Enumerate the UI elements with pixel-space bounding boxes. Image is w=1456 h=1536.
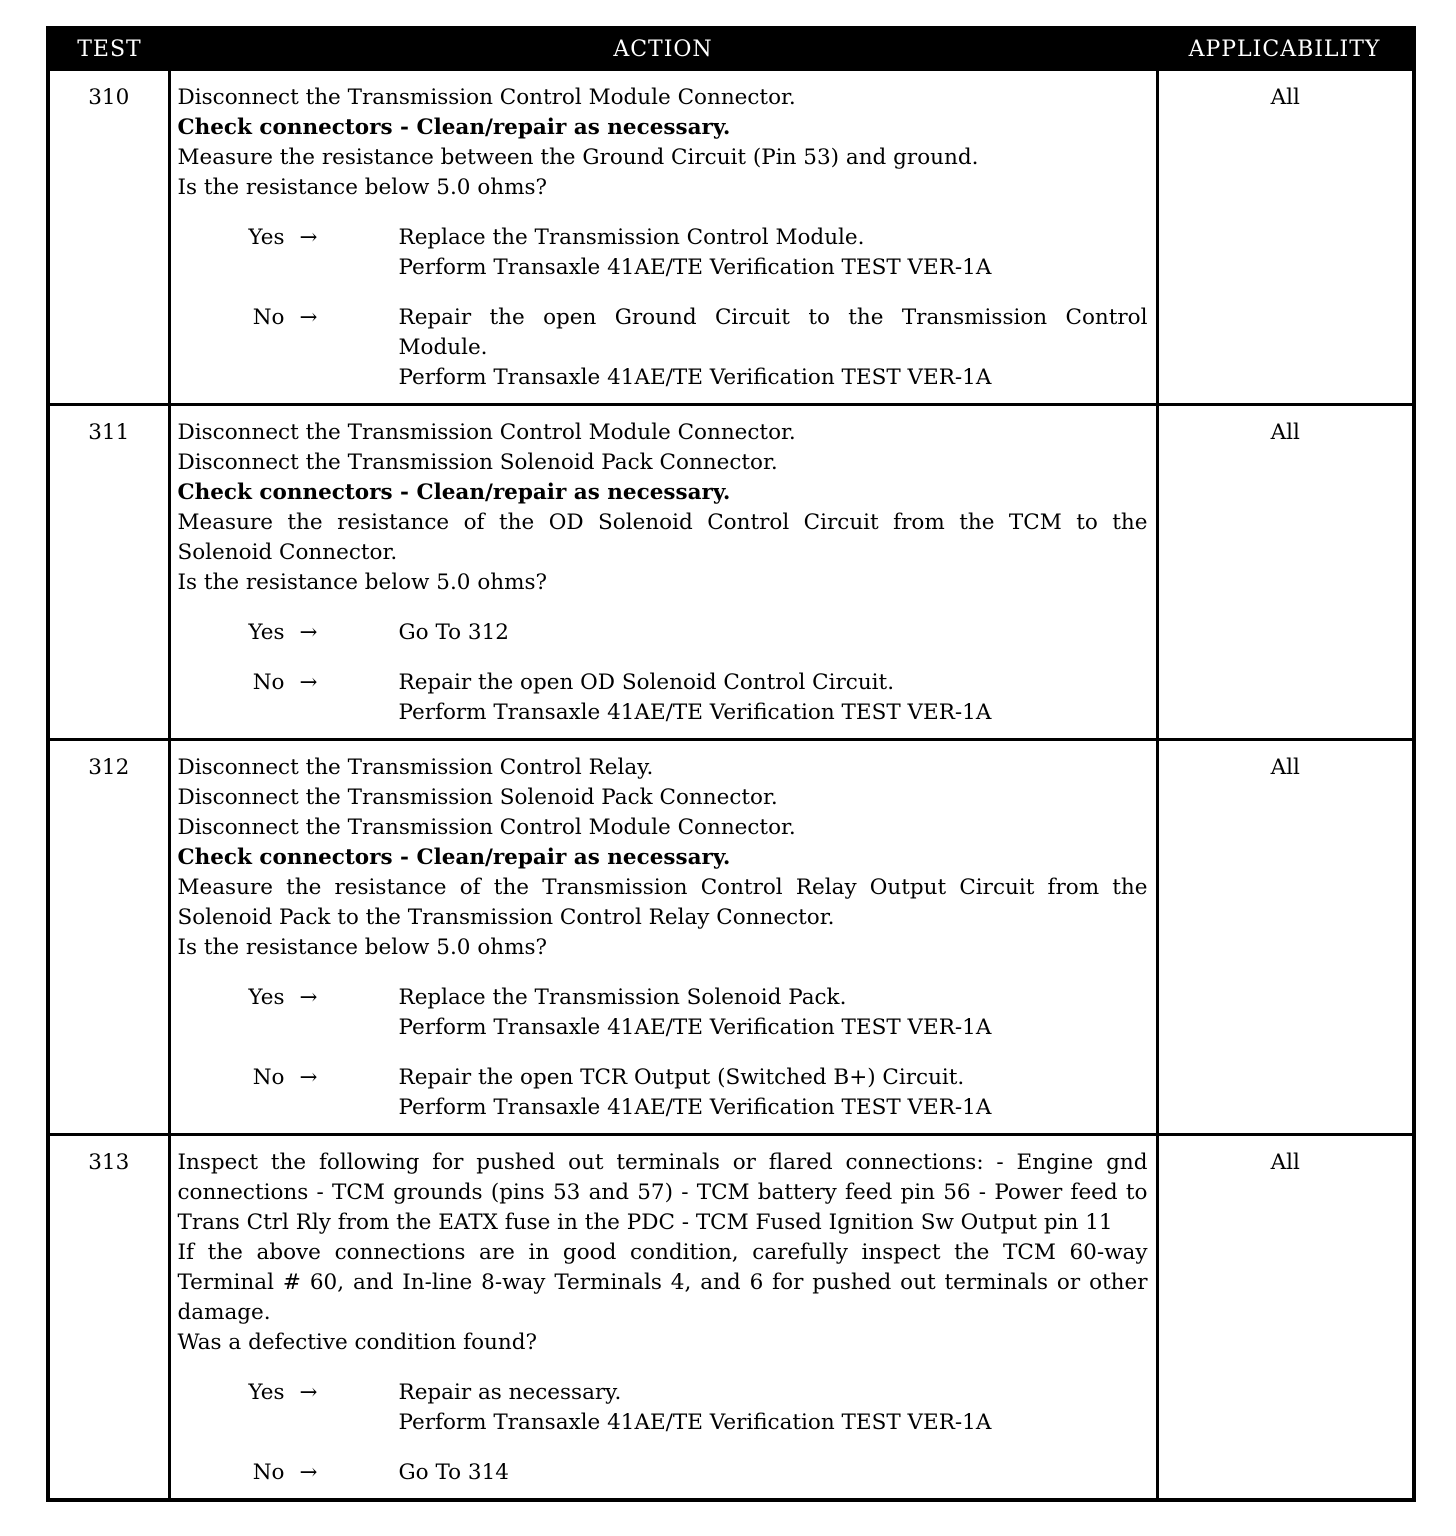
action-cell (169, 1135, 1157, 1501)
table-row (48, 1135, 1414, 1501)
check-connectors-step: Check connectors - Clean/repair as necessary. (177, 480, 731, 505)
table-header-row (48, 28, 1414, 70)
outcome-yes (178, 618, 1148, 648)
diagnostic-table (46, 26, 1416, 1502)
outcome-line: Go To 312 (398, 620, 509, 645)
action-step: Is the resistance below 5.0 ohms? (177, 935, 548, 960)
header-action: ACTION (169, 28, 1157, 70)
test-number: 313 (48, 1135, 169, 1501)
outcome-line: Replace the Transmission Control Module. (398, 225, 865, 250)
table-row (48, 405, 1414, 740)
action-step: Disconnect the Transmission Control Relay. (177, 755, 654, 780)
action-cell (169, 740, 1157, 1135)
action-cell (169, 405, 1157, 740)
action-step: Inspect the following for pushed out terminals or flared connections: - Engine gnd connections - TCM grounds (pins 53 and 57) - TCM battery feed pin 56 - Power feed to Trans Ctrl Rly from the EATX fuse in the PDC - TCM Fused Ignition Sw Output pin 11 (177, 1150, 1148, 1235)
outcomes (178, 983, 1148, 1123)
outcome-label: No (252, 670, 285, 695)
outcome-line: Perform Transaxle 41AE/TE Verification TEST VER-1A (398, 365, 992, 390)
outcome-line: Perform Transaxle 41AE/TE Verification TEST VER-1A (398, 1095, 992, 1120)
header-applicability: APPLICABILITY (1157, 28, 1414, 70)
outcome-text (399, 668, 1148, 728)
right-arrow-icon: → (299, 620, 318, 645)
action-step: Is the resistance below 5.0 ohms? (177, 175, 548, 200)
right-arrow-icon: → (299, 1460, 318, 1485)
outcome-no (178, 1063, 1148, 1123)
outcome-text (399, 983, 1148, 1043)
outcome-line: Go To 314 (398, 1460, 509, 1485)
action-step: Disconnect the Transmission Control Module Connector. (177, 420, 796, 445)
outcome-text (399, 303, 1148, 393)
outcome-yes (178, 983, 1148, 1043)
action-step: Disconnect the Transmission Control Module Connector. (177, 815, 796, 840)
outcome-label: Yes (248, 1380, 285, 1405)
test-number: 311 (48, 405, 169, 740)
action-step: Is the resistance below 5.0 ohms? (177, 570, 548, 595)
test-number: 310 (48, 70, 169, 405)
outcome-text (399, 223, 1148, 283)
applicability: All (1157, 740, 1414, 1135)
outcome-line: Replace the Transmission Solenoid Pack. (398, 985, 847, 1010)
outcomes (178, 618, 1148, 728)
right-arrow-icon: → (299, 225, 318, 250)
outcome-text (399, 1063, 1148, 1123)
outcome-line: Perform Transaxle 41AE/TE Verification TEST VER-1A (398, 1015, 992, 1040)
outcome-label: Yes (248, 225, 285, 250)
outcome-label: No (252, 1065, 285, 1090)
right-arrow-icon: → (299, 670, 318, 695)
outcome-text (399, 618, 1148, 648)
action-step: Measure the resistance of the OD Solenoid Control Circuit from the TCM to the Solenoid Connector. (177, 510, 1148, 565)
outcome-line: Repair the open TCR Output (Switched B+) Circuit. (398, 1065, 965, 1090)
action-step: Disconnect the Transmission Solenoid Pack Connector. (177, 785, 778, 810)
table-row (48, 740, 1414, 1135)
right-arrow-icon: → (299, 305, 318, 330)
outcome-yes (178, 1378, 1148, 1438)
right-arrow-icon: → (299, 985, 318, 1010)
outcome-label: Yes (248, 620, 285, 645)
outcome-text (399, 1458, 1148, 1488)
check-connectors-step: Check connectors - Clean/repair as necessary. (177, 115, 731, 140)
header-test: TEST (48, 28, 169, 70)
outcomes (178, 223, 1148, 393)
outcome-line: Perform Transaxle 41AE/TE Verification TEST VER-1A (398, 700, 992, 725)
outcome-label: No (252, 1460, 285, 1485)
outcome-line: Perform Transaxle 41AE/TE Verification TEST VER-1A (398, 1410, 992, 1435)
outcome-yes (178, 223, 1148, 283)
outcome-label: No (252, 305, 285, 330)
action-step: Measure the resistance of the Transmission Control Relay Output Circuit from the Solenoid Pack to the Transmission Control Relay Connector. (177, 875, 1148, 930)
action-step: Disconnect the Transmission Solenoid Pack Connector. (177, 450, 778, 475)
outcome-line: Repair as necessary. (398, 1380, 622, 1405)
applicability: All (1157, 1135, 1414, 1501)
outcome-no (178, 668, 1148, 728)
outcomes (178, 1378, 1148, 1488)
outcome-label: Yes (248, 985, 285, 1010)
test-number: 312 (48, 740, 169, 1135)
action-step: Disconnect the Transmission Control Module Connector. (177, 85, 796, 110)
check-connectors-step: Check connectors - Clean/repair as necessary. (177, 845, 731, 870)
action-step: If the above connections are in good condition, carefully inspect the TCM 60-way Terminal # 60, and In-line 8-way Terminals 4, and 6 for pushed out terminals or other damage. (177, 1240, 1148, 1325)
action-step: Measure the resistance between the Ground Circuit (Pin 53) and ground. (177, 145, 979, 170)
applicability: All (1157, 405, 1414, 740)
action-cell (169, 70, 1157, 405)
outcome-no (178, 1458, 1148, 1488)
applicability: All (1157, 70, 1414, 405)
right-arrow-icon: → (299, 1380, 318, 1405)
outcome-text (399, 1378, 1148, 1438)
outcome-line: Repair the open Ground Circuit to the Transmission Control Module. (398, 305, 1148, 360)
outcome-line: Perform Transaxle 41AE/TE Verification TEST VER-1A (398, 255, 992, 280)
table-row (48, 70, 1414, 405)
outcome-line: Repair the open OD Solenoid Control Circuit. (398, 670, 895, 695)
outcome-no (178, 303, 1148, 393)
right-arrow-icon: → (299, 1065, 318, 1090)
action-step: Was a defective condition found? (177, 1330, 537, 1355)
